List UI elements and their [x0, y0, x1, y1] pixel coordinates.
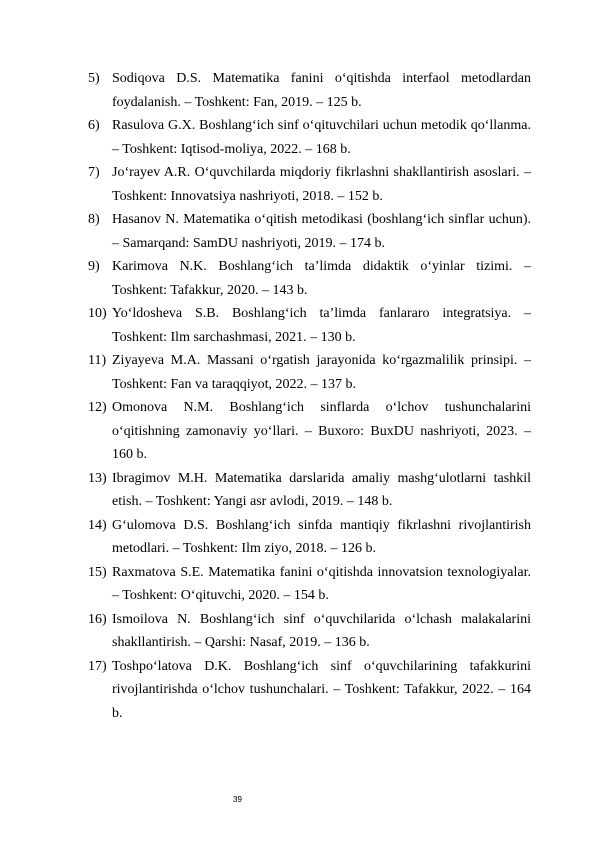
reference-number: 14): [88, 517, 107, 533]
reference-number: 5): [88, 71, 100, 86]
reference-item: [88, 114, 531, 161]
reference-number: 9): [88, 259, 100, 274]
reference-text: Hasanov N. Matematika o‘qitish metodikasi (boshlang‘ich sinflar uchun). – Samarqand: SamDU nashriyoti, 2019. – 174 b.: [112, 212, 531, 251]
reference-item: [88, 561, 531, 608]
reference-number: 11): [88, 353, 107, 368]
reference-item: [88, 67, 531, 114]
reference-number: 15): [88, 564, 107, 580]
reference-text: Ibragimov M.H. Matematika darslarida amaliy mashg‘ulotlarni tashkil etish. – Toshkent: Yangi asr avlodi, 2019. – 148 b.: [112, 470, 531, 509]
reference-item: [88, 208, 531, 255]
reference-text: Omonova N.M. Boshlang‘ich sinflarda o‘lchov tushunchalarini o‘qitishning zamonaviy yo‘llari. – Buxoro: BuxDU nashriyoti, 2023. – 160 b.: [112, 400, 531, 462]
reference-number: 7): [88, 165, 100, 180]
reference-number: 17): [88, 658, 107, 674]
reference-number: 10): [88, 306, 107, 321]
reference-item: [88, 396, 531, 467]
reference-text: Toshpo‘latova D.K. Boshlang‘ich sinf o‘quvchilarining tafakkurini rivojlantirishda o‘lchov tushunchalari. – Toshkent: Tafakkur, 2022. – 164 b.: [112, 658, 531, 721]
reference-text: Karimova N.K. Boshlang‘ich ta’limda didaktik o‘yinlar tizimi. – Toshkent: Tafakkur, 2020. – 143 b.: [112, 259, 531, 298]
reference-number: 16): [88, 611, 107, 627]
reference-item: [88, 161, 531, 208]
reference-text: Raxmatova S.E. Matematika fanini o‘qitishda innovatsion texnologiyalar. – Toshkent: O‘qituvchi, 2020. – 154 b.: [112, 564, 531, 603]
reference-item: [88, 302, 531, 349]
reference-list: [88, 67, 531, 725]
reference-text: Ismoilova N. Boshlang‘ich sinf o‘quvchilarida o‘lchash malakalarini shakllantirish. – Qarshi: Nasaf, 2019. – 136 b.: [112, 611, 531, 650]
reference-number: 12): [88, 400, 107, 415]
reference-item: [88, 608, 531, 655]
reference-item: [88, 255, 531, 302]
reference-item: [88, 514, 531, 561]
reference-text: Ziyayeva M.A. Massani o‘rgatish jarayonida ko‘rgazmalilik prinsipi. – Toshkent: Fan va taraqqiyot, 2022. – 137 b.: [112, 353, 531, 392]
reference-number: 6): [88, 118, 100, 133]
reference-item: [88, 467, 531, 514]
reference-number: 8): [88, 212, 100, 227]
reference-text: Jo‘rayev A.R. O‘quvchilarda miqdoriy fikrlashni shakllantirish asoslari. – Toshkent: Innovatsiya nashriyoti, 2018. – 152 b.: [112, 165, 531, 204]
page-number: 39: [233, 795, 242, 804]
reference-item: [88, 349, 531, 396]
reference-item: [88, 655, 531, 726]
reference-text: Rasulova G.X. Boshlang‘ich sinf o‘qituvchilari uchun metodik qo‘llanma. – Toshkent: Iqtisod-moliya, 2022. – 168 b.: [112, 118, 531, 157]
reference-text: Sodiqova D.S. Matematika fanini o‘qitishda interfaol metodlardan foydalanish. – Toshkent: Fan, 2019. – 125 b.: [112, 71, 531, 110]
reference-text: G‘ulomova D.S. Boshlang‘ich sinfda mantiqiy fikrlashni rivojlantirish metodlari. – Toshkent: Ilm ziyo, 2018. – 126 b.: [112, 517, 531, 556]
reference-number: 13): [88, 470, 107, 486]
reference-text: Yo‘ldosheva S.B. Boshlang‘ich ta’limda fanlararo integratsiya. – Toshkent: Ilm sarchashmasi, 2021. – 130 b.: [112, 306, 531, 345]
